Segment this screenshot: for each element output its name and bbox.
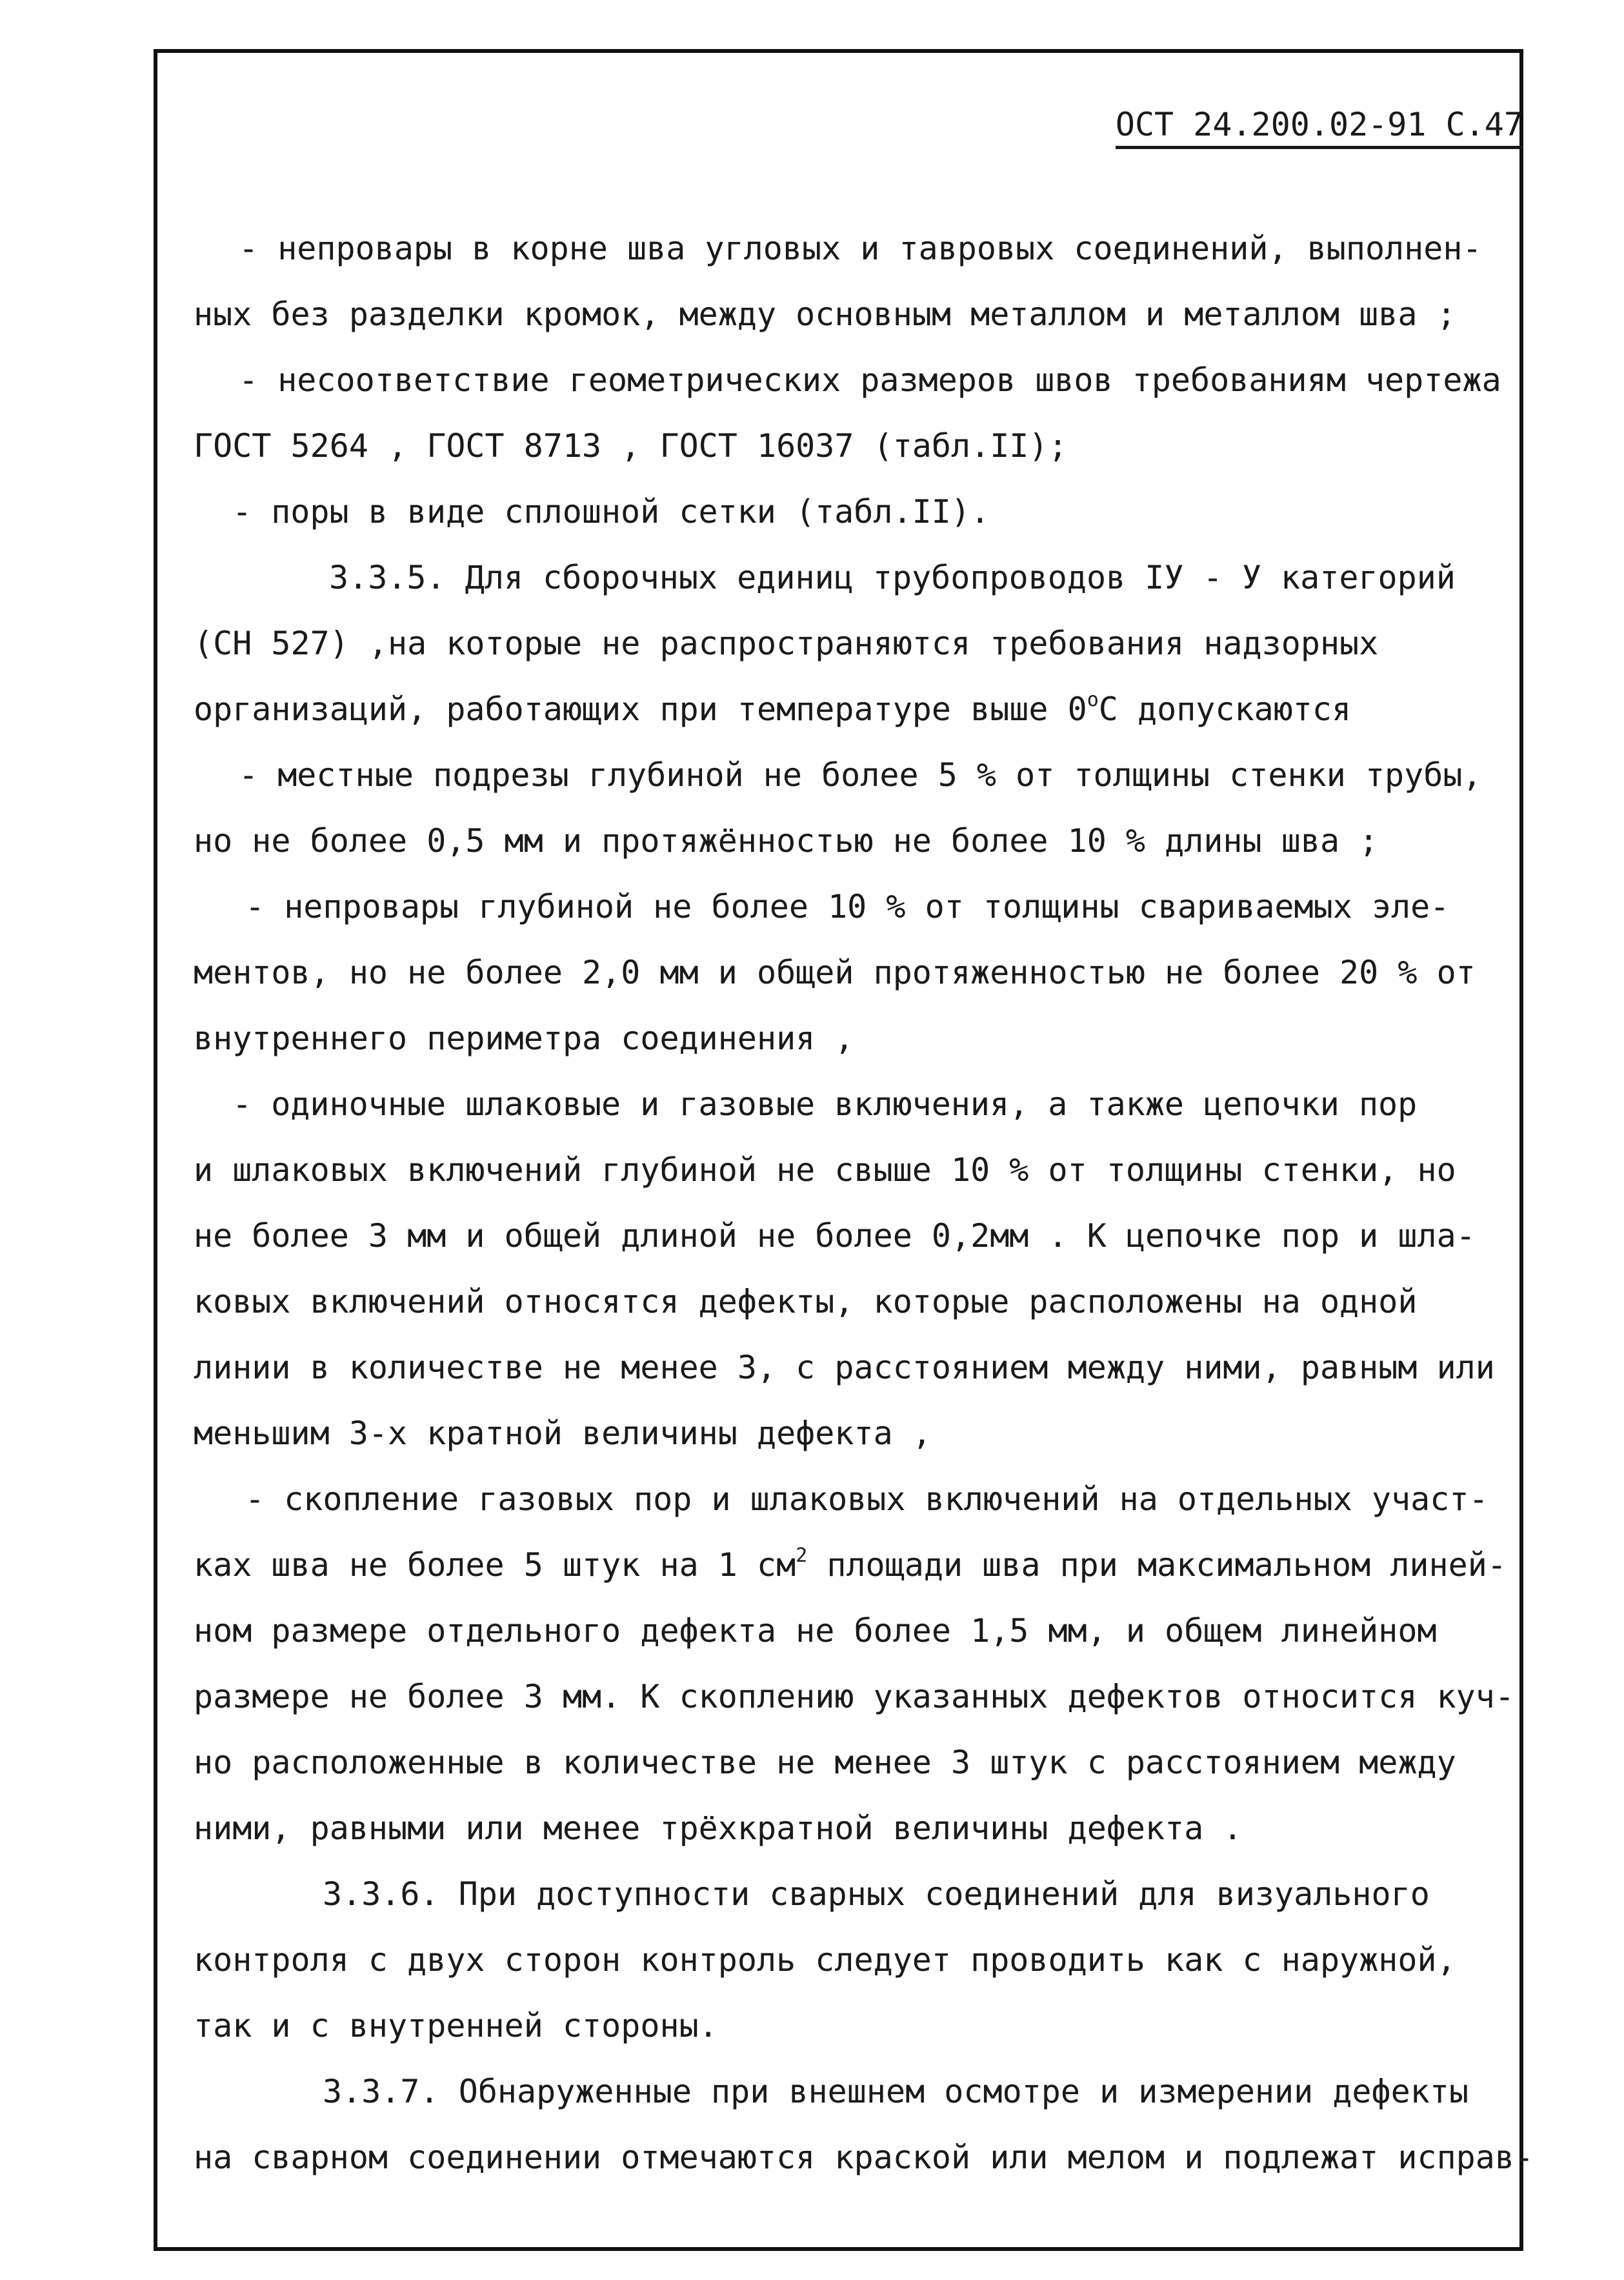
text-line: меньшим 3-х кратной величины дефекта ,	[194, 1415, 932, 1452]
text-line: на сварном соединении отмечаются краской или мелом и подлежат исправ-	[194, 2139, 1534, 2176]
document-reference: ОСТ 24.200.02-91 С.47	[1116, 106, 1523, 149]
text-fragment: площади шва при максимальном линей-	[807, 1546, 1507, 1584]
body-text	[194, 230, 1534, 2220]
text-line: контроля с двух сторон контроль следует проводить как с наружной,	[194, 1941, 1456, 1979]
text-line: - непровары глубиной не более 10 % от толщины свариваемых эле-	[245, 888, 1450, 925]
text-line: - местные подрезы глубиной не более 5 % от толщины стенки трубы,	[239, 756, 1482, 794]
text-line: ментов, но не более 2,0 мм и общей протяженностью не более 20 % от	[194, 954, 1476, 991]
text-line: так и с внутренней стороны.	[194, 2007, 718, 2044]
text-line: - поры в виде сплошной сетки (табл.II).	[232, 493, 990, 530]
text-fragment: ках шва не более 5 штук на 1 см	[194, 1546, 796, 1584]
text-line: и шлаковых включений глубиной не свыше 10 % от толщины стенки, но	[194, 1151, 1456, 1189]
degree-sign: о	[1087, 689, 1099, 711]
text-line: - непровары в корне шва угловых и тавровых соединений, выполнен-	[239, 230, 1482, 267]
text-fragment: С допускаются	[1098, 691, 1352, 728]
text-fragment: организаций, работающих при температуре выше 0	[194, 691, 1087, 728]
text-line: - несоответствие геометрических размеров швов требованиям чертежа	[239, 361, 1501, 399]
text-line: ных без разделки кромок, между основным металлом и металлом шва ;	[194, 296, 1456, 333]
text-line: 3.3.5. Для сборочных единиц трубопроводов IУ - У категорий	[329, 559, 1456, 596]
text-line: не более 3 мм и общей длиной не более 0,2мм . К цепочке пор и шла-	[194, 1217, 1476, 1255]
text-line: но не более 0,5 мм и протяжённостью не более 10 % длины шва ;	[194, 822, 1379, 860]
text-line: (СН 527) ,на которые не распространяются требования надзорных	[194, 625, 1379, 662]
squared-sign: 2	[796, 1544, 808, 1567]
text-line: ГОСТ 5264 , ГОСТ 8713 , ГОСТ 16037 (табл.II);	[194, 427, 1068, 465]
text-line: ковых включений относятся дефекты, которые расположены на одной	[194, 1283, 1418, 1320]
text-line: 3.3.7. Обнаруженные при внешнем осмотре и измерении дефекты	[323, 2073, 1469, 2110]
text-line: размере не более 3 мм. К скоплению указанных дефектов относится куч-	[194, 1678, 1514, 1715]
text-line: - скопление газовых пор и шлаковых включений на отдельных участ-	[245, 1480, 1489, 1518]
text-line: но расположенные в количестве не менее 3 штук с расстоянием между	[194, 1744, 1456, 1781]
text-line: ними, равными или менее трёхкратной величины дефекта .	[194, 1810, 1243, 1847]
text-line-with-degree	[194, 689, 1352, 728]
text-line: ном размере отдельного дефекта не более 1,5 мм, и общем линейном	[194, 1612, 1437, 1649]
text-line: 3.3.6. При доступности сварных соединений для визуального	[323, 1875, 1430, 1913]
text-line-with-superscript	[194, 1544, 1507, 1584]
text-line: внутреннего периметра соединения ,	[194, 1020, 854, 1057]
text-line: линии в количестве не менее 3, с расстоянием между ними, равным или	[194, 1349, 1495, 1386]
text-line: - одиночные шлаковые и газовые включения, а также цепочки пор	[232, 1085, 1418, 1123]
